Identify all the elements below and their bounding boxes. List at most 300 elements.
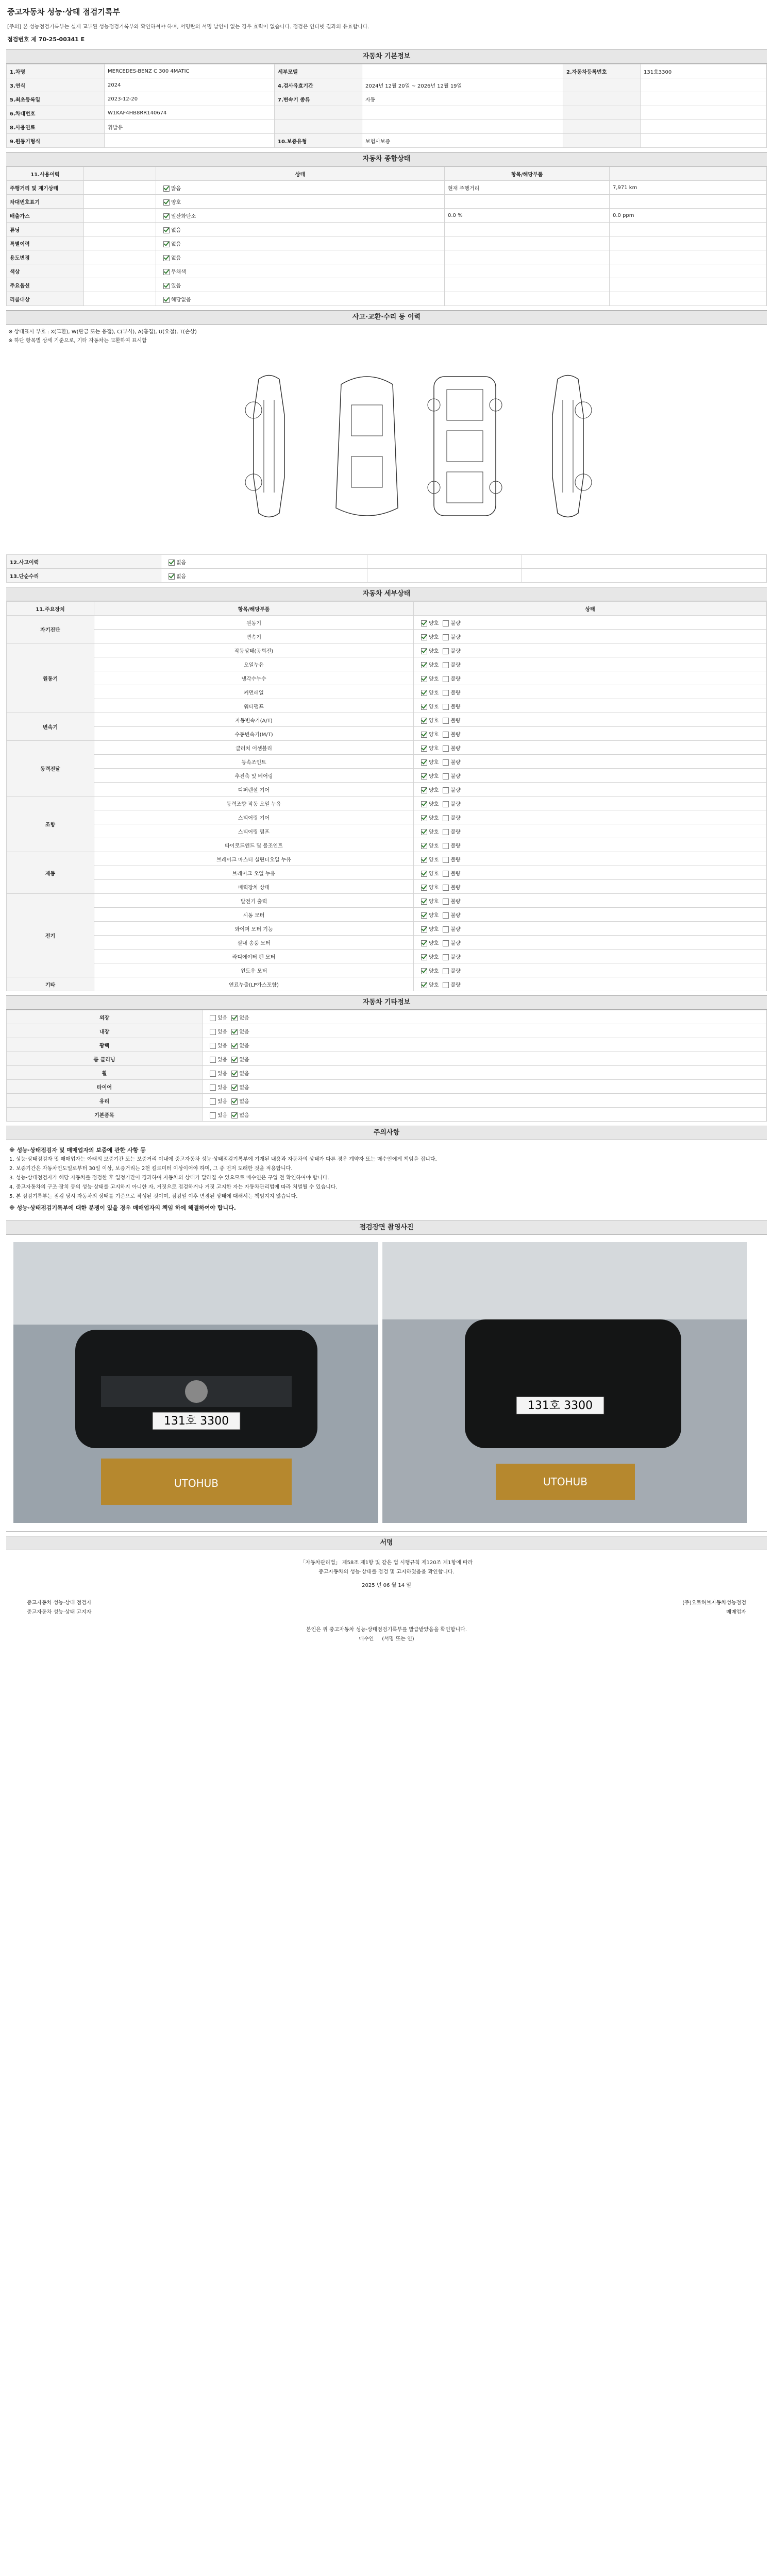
detail-item: 실내 송풍 모터	[94, 936, 414, 950]
status-cell	[414, 713, 767, 727]
section-signature-header: 서명	[6, 1536, 767, 1550]
detail-row	[7, 671, 767, 685]
overall-header: 항목/해당부품	[445, 167, 610, 181]
status-cell	[414, 616, 767, 630]
detail-item: 브레이크 오일 누유	[94, 866, 414, 880]
detail-item: 스티어링 펌프	[94, 824, 414, 838]
section-photo-header: 점검장면 촬영사진	[6, 1221, 767, 1235]
detail-row	[7, 866, 767, 880]
overall-blank	[84, 264, 156, 278]
overall-table	[6, 166, 767, 306]
checkbox[interactable]	[421, 857, 427, 863]
accident-label: 13.단순수리	[7, 569, 161, 583]
overall-item: 리콜대상	[7, 292, 84, 306]
basic-value: 휘발유	[105, 120, 275, 134]
checkbox[interactable]	[421, 982, 427, 988]
checkbox-label: 없음	[171, 255, 181, 261]
checkbox[interactable]	[443, 759, 449, 766]
status-cell	[414, 685, 767, 699]
checkbox[interactable]	[210, 1098, 216, 1105]
rear-photo	[382, 1242, 747, 1523]
checkbox-label: 있음	[217, 1057, 228, 1063]
detail-item: 원동기	[94, 616, 414, 630]
checkbox[interactable]	[231, 1084, 238, 1091]
checkbox-label: 양호	[429, 982, 439, 988]
status-cell	[414, 796, 767, 810]
accident-blank	[522, 569, 767, 583]
checkbox[interactable]	[163, 255, 170, 261]
other-row	[7, 1010, 767, 1024]
checkbox[interactable]	[231, 1043, 238, 1049]
basic-value: MERCEDES-BENZ C 300 4MATIC	[105, 64, 275, 78]
document-title: 중고자동차 성능·상태 점검기록부	[7, 7, 121, 16]
detail-item: 윈도우 모터	[94, 963, 414, 977]
checkbox-label: 불량	[450, 718, 461, 724]
checkbox[interactable]	[231, 1015, 238, 1021]
detail-item: 클러치 어셈블리	[94, 741, 414, 755]
front-brand-text: UTOHUB	[174, 1477, 219, 1489]
checkbox[interactable]	[443, 620, 449, 626]
detail-header: 항목/해당부품	[94, 602, 414, 616]
overall-row	[7, 195, 767, 209]
checkbox[interactable]	[421, 801, 427, 807]
basic-value	[641, 134, 767, 148]
checkbox-label: 없음	[176, 573, 187, 580]
overall-state	[156, 236, 445, 250]
receiver-block	[6, 1617, 767, 1652]
checkbox[interactable]	[163, 213, 170, 219]
checkbox-label: 있음	[217, 1043, 228, 1049]
overall-item: 배출가스	[7, 209, 84, 223]
checkbox[interactable]	[421, 662, 427, 668]
detail-row	[7, 643, 767, 657]
checkbox[interactable]	[443, 787, 449, 793]
checkbox-label: 불량	[450, 954, 461, 960]
status-cell	[414, 810, 767, 824]
status-cell	[414, 977, 767, 991]
detail-item: 시동 모터	[94, 908, 414, 922]
overall-extra	[445, 292, 610, 306]
checkbox-label: 불량	[450, 815, 461, 821]
status-cell	[414, 908, 767, 922]
overall-item: 차대번호표기	[7, 195, 84, 209]
detail-row	[7, 769, 767, 783]
signature-line-1: 「자동차관리법」 제58조 제1항 및 같은 법 시행규칙 제120조 제1항에 따라	[300, 1560, 473, 1566]
section-other-header: 자동차 기타정보	[6, 995, 767, 1010]
checkbox-label: 불량	[450, 926, 461, 933]
checkbox[interactable]	[443, 912, 449, 919]
overall-row	[7, 236, 767, 250]
checkbox[interactable]	[421, 871, 427, 877]
checkbox[interactable]	[210, 1043, 216, 1049]
checkbox[interactable]	[421, 829, 427, 835]
checkbox-label: 불량	[450, 634, 461, 640]
detail-item: 냉각수누수	[94, 671, 414, 685]
detail-row	[7, 685, 767, 699]
section-accident-header: 사고·교환·수리 등 이력	[6, 310, 767, 325]
checkbox[interactable]	[421, 843, 427, 849]
checkbox[interactable]	[421, 676, 427, 682]
detail-row	[7, 616, 767, 630]
checkbox[interactable]	[210, 1057, 216, 1063]
legend-line-2: ※ 하단 항목별 상세 기준으로, 기타 자동차는 교환하여 표시함	[8, 338, 147, 344]
checkbox-label: 불량	[450, 912, 461, 919]
detail-item: 변속기	[94, 630, 414, 643]
overall-extra: 0.0 %	[445, 209, 610, 223]
checkbox[interactable]	[421, 648, 427, 654]
checkbox[interactable]	[210, 1112, 216, 1118]
checkbox-label: 불량	[450, 801, 461, 807]
detail-group: 동력전달	[7, 741, 94, 796]
checkbox[interactable]	[210, 1015, 216, 1021]
checkbox-label: 있음	[217, 1112, 228, 1118]
checkbox[interactable]	[163, 199, 170, 206]
status-cell	[203, 1024, 767, 1038]
checkbox[interactable]	[443, 662, 449, 668]
checkbox-label: 양호	[429, 634, 439, 640]
inspection-photos	[6, 1235, 767, 1532]
detail-header: 11.주요장치	[7, 602, 94, 616]
checkbox[interactable]	[163, 269, 170, 275]
checkbox-label: 불량	[450, 871, 461, 877]
detail-row	[7, 838, 767, 852]
detail-row	[7, 950, 767, 963]
basic-row	[7, 92, 767, 106]
checkbox[interactable]	[443, 926, 449, 933]
checkbox[interactable]	[231, 1112, 238, 1118]
checkbox[interactable]	[443, 634, 449, 640]
overall-extra	[445, 195, 610, 209]
status-cell	[414, 630, 767, 643]
other-row	[7, 1066, 767, 1080]
detail-item: 타이로드엔드 및 볼조인트	[94, 838, 414, 852]
overall-header	[84, 167, 156, 181]
other-item: 광택	[7, 1038, 203, 1052]
checkbox-label: 양호	[429, 968, 439, 974]
overall-state	[156, 250, 445, 264]
checkbox[interactable]	[443, 885, 449, 891]
detail-row	[7, 713, 767, 727]
receiver-confirm: 본인은 위 중고자동차 성능·상태점검기록부를 발급받았음을 확인합니다.	[306, 1627, 467, 1633]
checkbox-label: 양호	[429, 690, 439, 696]
status-cell	[414, 783, 767, 796]
seller-row	[6, 1608, 767, 1617]
document-number: 점검번호 제 70-25-00341 E	[7, 36, 85, 43]
accident-value	[161, 555, 367, 569]
status-cell	[414, 852, 767, 866]
checkbox[interactable]	[421, 926, 427, 933]
detail-item: 추진축 및 베어링	[94, 769, 414, 783]
overall-row	[7, 209, 767, 223]
overall-row	[7, 292, 767, 306]
overall-extra	[445, 223, 610, 236]
detail-item: 디퍼렌셜 기어	[94, 783, 414, 796]
checkbox-label: 불량	[450, 787, 461, 793]
checkbox[interactable]	[421, 704, 427, 710]
basic-row	[7, 78, 767, 92]
checkbox[interactable]	[443, 648, 449, 654]
checkbox[interactable]	[163, 185, 170, 192]
checkbox-label: 양호	[429, 704, 439, 710]
checkbox[interactable]	[443, 954, 449, 960]
overall-value	[610, 236, 767, 250]
other-item: 기본품목	[7, 1108, 203, 1122]
other-item: 룸 클리닝	[7, 1052, 203, 1066]
section-overall-header: 자동차 종합상태	[6, 152, 767, 166]
checkbox-label: 없음	[239, 1071, 249, 1077]
basic-value	[641, 78, 767, 92]
rear-brand-text: UTOHUB	[543, 1476, 587, 1488]
accident-legend	[6, 325, 767, 348]
checkbox[interactable]	[163, 283, 170, 289]
detail-item: 자동변속기(A/T)	[94, 713, 414, 727]
checkbox-label: 불량	[450, 968, 461, 974]
section-caution-header: 주의사항	[6, 1126, 767, 1140]
checkbox[interactable]	[443, 940, 449, 946]
accident-blank	[367, 555, 522, 569]
overall-value	[610, 250, 767, 264]
overall-header	[610, 167, 767, 181]
checkbox[interactable]	[163, 241, 170, 247]
checkbox-label: 불량	[450, 982, 461, 988]
checkbox[interactable]	[443, 899, 449, 905]
detail-group: 변속기	[7, 713, 94, 741]
basic-label	[275, 120, 362, 134]
checkbox[interactable]	[443, 968, 449, 974]
checkbox[interactable]	[443, 732, 449, 738]
other-row	[7, 1094, 767, 1108]
checkbox-label: 없음	[239, 1043, 249, 1049]
caution-emphasis: ※ 성능·상태점검기록부에 대한 분쟁이 있을 경우 매매업자의 책임 하에 해결하여야 합니다.	[9, 1205, 236, 1211]
car-left-side-diagram	[228, 369, 310, 523]
checkbox[interactable]	[421, 690, 427, 696]
checkbox[interactable]	[443, 704, 449, 710]
checkbox[interactable]	[210, 1071, 216, 1077]
detail-row	[7, 963, 767, 977]
checkbox-label: 있음	[171, 283, 181, 289]
checkbox-label: 양호	[429, 954, 439, 960]
caution-title: ※ 성능·상태점검자 및 매매업자의 보증에 관한 사항 등	[9, 1147, 146, 1154]
checkbox[interactable]	[421, 787, 427, 793]
status-cell	[414, 671, 767, 685]
checkbox[interactable]	[169, 573, 175, 580]
detail-item: 라디에이터 팬 모터	[94, 950, 414, 963]
status-cell	[414, 699, 767, 713]
detail-row	[7, 908, 767, 922]
caution-line: 4. 중고자동차의 구조·장치 등의 성능·상태를 고지하지 아니한 자, 거짓으로 점검하거나 거짓 고지한 자는 자동차관리법에 따라 처벌될 수 있습니다.	[9, 1184, 338, 1190]
car-right-side-diagram	[527, 369, 609, 523]
checkbox[interactable]	[421, 745, 427, 752]
checkbox[interactable]	[443, 815, 449, 821]
checkbox-label: 없음	[239, 1084, 249, 1091]
checkbox-label: 없음	[239, 1112, 249, 1118]
checkbox-label: 양호	[429, 899, 439, 905]
checkbox-label: 있음	[217, 1098, 228, 1105]
status-cell	[414, 950, 767, 963]
status-cell	[203, 1052, 767, 1066]
other-row	[7, 1080, 767, 1094]
checkbox[interactable]	[443, 676, 449, 682]
checkbox[interactable]	[421, 634, 427, 640]
checkbox-label: 불량	[450, 940, 461, 946]
checkbox-label: 양호	[429, 787, 439, 793]
detail-group: 제동	[7, 852, 94, 894]
accident-row	[7, 569, 767, 583]
checkbox-label: 양호	[429, 773, 439, 779]
checkbox[interactable]	[231, 1057, 238, 1063]
checkbox[interactable]	[443, 690, 449, 696]
detail-row	[7, 796, 767, 810]
other-item: 내장	[7, 1024, 203, 1038]
checkbox-label: 있음	[217, 1084, 228, 1091]
checkbox-label: 양호	[429, 885, 439, 891]
checkbox[interactable]	[443, 718, 449, 724]
overall-blank	[84, 181, 156, 195]
detail-item: 오일누유	[94, 657, 414, 671]
checkbox[interactable]	[421, 885, 427, 891]
detail-row	[7, 741, 767, 755]
checkbox[interactable]	[443, 843, 449, 849]
checkbox[interactable]	[421, 718, 427, 724]
inspector-value: (주)오토허브자동차성능점검	[682, 1600, 746, 1606]
checkbox[interactable]	[210, 1084, 216, 1091]
checkbox[interactable]	[231, 1071, 238, 1077]
basic-label: 세부모델	[275, 64, 362, 78]
basic-value: 보험사보증	[362, 134, 563, 148]
checkbox-label: 없음	[239, 1057, 249, 1063]
checkbox-label: 불량	[450, 885, 461, 891]
checkbox[interactable]	[421, 968, 427, 974]
signature-block	[6, 1550, 767, 1599]
detail-row	[7, 977, 767, 991]
detail-row	[7, 699, 767, 713]
detail-item: 스티어링 기어	[94, 810, 414, 824]
overall-state	[156, 223, 445, 236]
overall-value	[610, 264, 767, 278]
basic-label: 2.자동차등록번호	[563, 64, 641, 78]
checkbox[interactable]	[163, 227, 170, 233]
checkbox-label: 불량	[450, 899, 461, 905]
overall-header: 상태	[156, 167, 445, 181]
checkbox[interactable]	[163, 297, 170, 303]
checkbox[interactable]	[421, 912, 427, 919]
caution-line: 3. 성능·상태점검자가 해당 자동차를 점검한 후 일정기간이 경과하여 자동차의 상태가 달라질 수 있으므로 매수인은 구입 전 확인하여야 합니다.	[9, 1175, 329, 1181]
checkbox[interactable]	[210, 1029, 216, 1035]
basic-value	[641, 92, 767, 106]
detail-header: 상태	[414, 602, 767, 616]
checkbox-label: 불량	[450, 648, 461, 654]
checkbox[interactable]	[169, 560, 175, 566]
basic-label	[563, 120, 641, 134]
other-item: 휠	[7, 1066, 203, 1080]
checkbox[interactable]	[443, 871, 449, 877]
overall-item: 주행거리 및 계기상태	[7, 181, 84, 195]
detail-item: 작동상태(공회전)	[94, 643, 414, 657]
checkbox[interactable]	[421, 940, 427, 946]
basic-value	[362, 64, 563, 78]
checkbox-label: 양호	[171, 199, 181, 206]
checkbox[interactable]	[421, 773, 427, 779]
overall-item: 튜닝	[7, 223, 84, 236]
checkbox[interactable]	[421, 732, 427, 738]
basic-row	[7, 106, 767, 120]
checkbox-label: 있음	[217, 1071, 228, 1077]
status-cell	[414, 866, 767, 880]
detail-row	[7, 824, 767, 838]
basic-value	[105, 134, 275, 148]
overall-state	[156, 181, 445, 195]
status-cell	[203, 1038, 767, 1052]
checkbox[interactable]	[443, 801, 449, 807]
checkbox[interactable]	[443, 745, 449, 752]
status-cell	[414, 963, 767, 977]
basic-label	[563, 134, 641, 148]
detail-row	[7, 657, 767, 671]
detail-table	[6, 601, 767, 991]
basic-label: 1.차명	[7, 64, 105, 78]
detail-item: 발전기 출력	[94, 894, 414, 908]
checkbox[interactable]	[421, 954, 427, 960]
detail-item: 동력조향 작동 오일 누유	[94, 796, 414, 810]
checkbox[interactable]	[443, 857, 449, 863]
checkbox[interactable]	[443, 773, 449, 779]
basic-label: 6.차대번호	[7, 106, 105, 120]
detail-item: 등속조인트	[94, 755, 414, 769]
checkbox[interactable]	[231, 1029, 238, 1035]
checkbox[interactable]	[443, 982, 449, 988]
detail-item: 배력장치 상태	[94, 880, 414, 894]
overall-state	[156, 264, 445, 278]
status-cell	[414, 894, 767, 908]
overall-value	[610, 278, 767, 292]
accident-row	[7, 555, 767, 569]
other-row	[7, 1038, 767, 1052]
basic-value	[362, 120, 563, 134]
checkbox[interactable]	[421, 620, 427, 626]
overall-item: 색상	[7, 264, 84, 278]
overall-extra	[445, 264, 610, 278]
basic-info-table	[6, 64, 767, 148]
checkbox-label: 양호	[429, 815, 439, 821]
basic-row	[7, 134, 767, 148]
status-cell	[414, 838, 767, 852]
checkbox-label: 불량	[450, 676, 461, 682]
checkbox[interactable]	[443, 829, 449, 835]
overall-value: 7,971 km	[610, 181, 767, 195]
checkbox[interactable]	[231, 1098, 238, 1105]
overall-blank	[84, 278, 156, 292]
accident-blank	[367, 569, 522, 583]
basic-value: 2024	[105, 78, 275, 92]
checkbox[interactable]	[421, 759, 427, 766]
checkbox-label: 불량	[450, 759, 461, 766]
checkbox-label: 불량	[450, 843, 461, 849]
checkbox-label: 양호	[429, 745, 439, 752]
basic-label: 7.변속기 종류	[275, 92, 362, 106]
overall-state	[156, 195, 445, 209]
detail-group: 기타	[7, 977, 94, 991]
overall-blank	[84, 209, 156, 223]
basic-label	[563, 106, 641, 120]
checkbox[interactable]	[421, 899, 427, 905]
detail-row	[7, 630, 767, 643]
overall-extra	[445, 278, 610, 292]
notice-text: [주의] 본 성능점검기록부는 실제 교부된 성능점검기록부와 확인하셔야 하며, 서명란의 서명 날인이 없는 경우 효력이 없습니다. 점검은 인터넷 결과의 유효합니다.	[7, 24, 369, 30]
section-basic-header: 자동차 기본정보	[6, 49, 767, 64]
checkbox[interactable]	[421, 815, 427, 821]
status-cell	[203, 1094, 767, 1108]
basic-value	[362, 106, 563, 120]
